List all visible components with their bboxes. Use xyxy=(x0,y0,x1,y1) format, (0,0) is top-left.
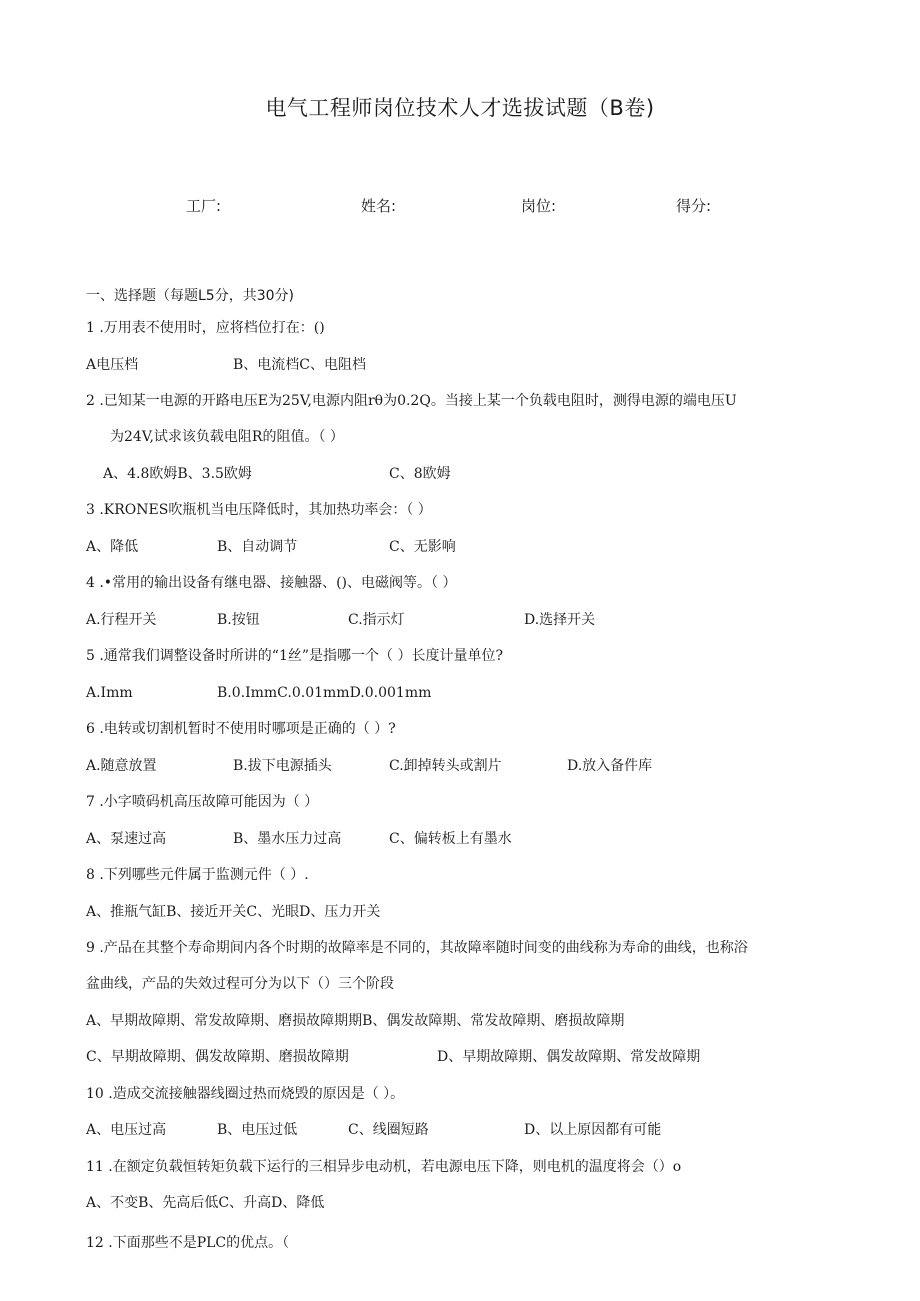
question-11-options: A、不变B、先高后低C、升高D、降低 xyxy=(86,1195,325,1211)
question-3: 3 .KRONES吹瓶机当电压降低时，其加热功率会：（ ） xyxy=(86,502,432,518)
option-a: A、电压过高 xyxy=(86,1122,167,1138)
section-heading: 一、选择题（每题L5分，共30分) xyxy=(86,288,294,304)
option-c: C、早期故障期、偶发故障期、磨损故障期 xyxy=(86,1049,349,1065)
option-a: A电压档 xyxy=(86,357,139,373)
score-label: 得分: xyxy=(676,197,712,215)
option-d: D.选择开关 xyxy=(524,612,596,628)
page-title: 电气工程师岗位技术人才选拔试题（B卷) xyxy=(265,96,655,120)
question-2-cont: 为24V,试求该负载电阻R的阻值。（ ） xyxy=(110,429,344,445)
question-2: 2 .已知某一电源的开路电压E为25V,电源内阻rθ为0.2Q。当接上某一个负载电阻时，测得电源的端电压U xyxy=(86,393,737,409)
option-c: C、线圈短路 xyxy=(348,1122,429,1138)
question-12: 12 .下面那些不是PLC的优点。（ xyxy=(86,1235,290,1251)
question-9-cont: 盆曲线，产品的失效过程可分为以下（）三个阶段 xyxy=(86,976,394,992)
option-a: A、降低 xyxy=(86,539,139,555)
question-5: 5 .通常我们调整设备时所讲的“1丝”是指哪一个（ ）长度计量单位? xyxy=(86,648,503,664)
option-a: A.行程开关 xyxy=(86,612,157,628)
option-ab: A、4.8欧姆B、3.5欧姆 xyxy=(103,466,252,482)
question-9: 9 .产品在其整个寿命期间内各个时期的故障率是不同的，其故障率随时间变的曲线称为寿命的曲线，也称浴 xyxy=(86,940,748,956)
option-d: D、早期故障期、偶发故障期、常发故障期 xyxy=(437,1049,701,1065)
option-a: A.随意放置 xyxy=(86,758,157,774)
question-9-options-ab: A、早期故障期、常发故障期、磨损故障期期B、偶发故障期、常发故障期、磨损故障期 xyxy=(86,1013,625,1029)
position-label: 岗位: xyxy=(521,197,557,215)
question-7: 7 .小字喷码机高压故障可能因为（ ） xyxy=(86,794,319,810)
option-c: C、偏转板上有墨水 xyxy=(389,831,512,847)
question-11: 11 .在额定负载恒转矩负载下运行的三相异步电动机，若电源电压下降，则电机的温度将会（）o xyxy=(86,1159,682,1175)
option-d: D.放入备件库 xyxy=(567,758,653,774)
option-b: B、电压过低 xyxy=(217,1122,298,1138)
factory-label: 工厂: xyxy=(186,197,222,215)
question-4: 4 .•常用的输出设备有继电器、接触器、()、电磁阀等。（ ） xyxy=(86,575,457,591)
option-a: A.Imm xyxy=(86,685,133,701)
question-1: 1 .万用表不使用时，应将档位打在：() xyxy=(86,320,325,336)
option-c: C.指示灯 xyxy=(348,612,405,628)
option-c: C、无影响 xyxy=(389,539,456,555)
option-c: C.卸掉转头或割片 xyxy=(389,758,502,774)
option-b: B、墨水压力过高 xyxy=(233,831,342,847)
option-b: B、自动调节 xyxy=(217,539,298,555)
question-6: 6 .电转或切割机暂时不使用时哪项是正确的（ ）? xyxy=(86,721,396,737)
option-b: B.按钮 xyxy=(217,612,260,628)
option-d: D、以上原因都有可能 xyxy=(524,1122,662,1138)
name-label: 姓名: xyxy=(361,197,397,215)
option-a: A、泵速过高 xyxy=(86,831,167,847)
question-8-options: A、推瓶气缸B、接近开关C、光眼D、压力开关 xyxy=(86,904,381,920)
option-bc: B、电流档C、电阻档 xyxy=(233,357,366,373)
option-b: B.拔下电源插头 xyxy=(233,758,332,774)
option-c: C、8欧姆 xyxy=(389,466,451,482)
option-bcd: B.0.ImmC.0.01mmD.0.001mm xyxy=(217,685,432,701)
question-10: 10 .造成交流接触器线圈过热而烧毁的原因是（ ）。 xyxy=(86,1086,405,1102)
question-8: 8 .下列哪些元件属于监测元件（ ）. xyxy=(86,867,309,883)
